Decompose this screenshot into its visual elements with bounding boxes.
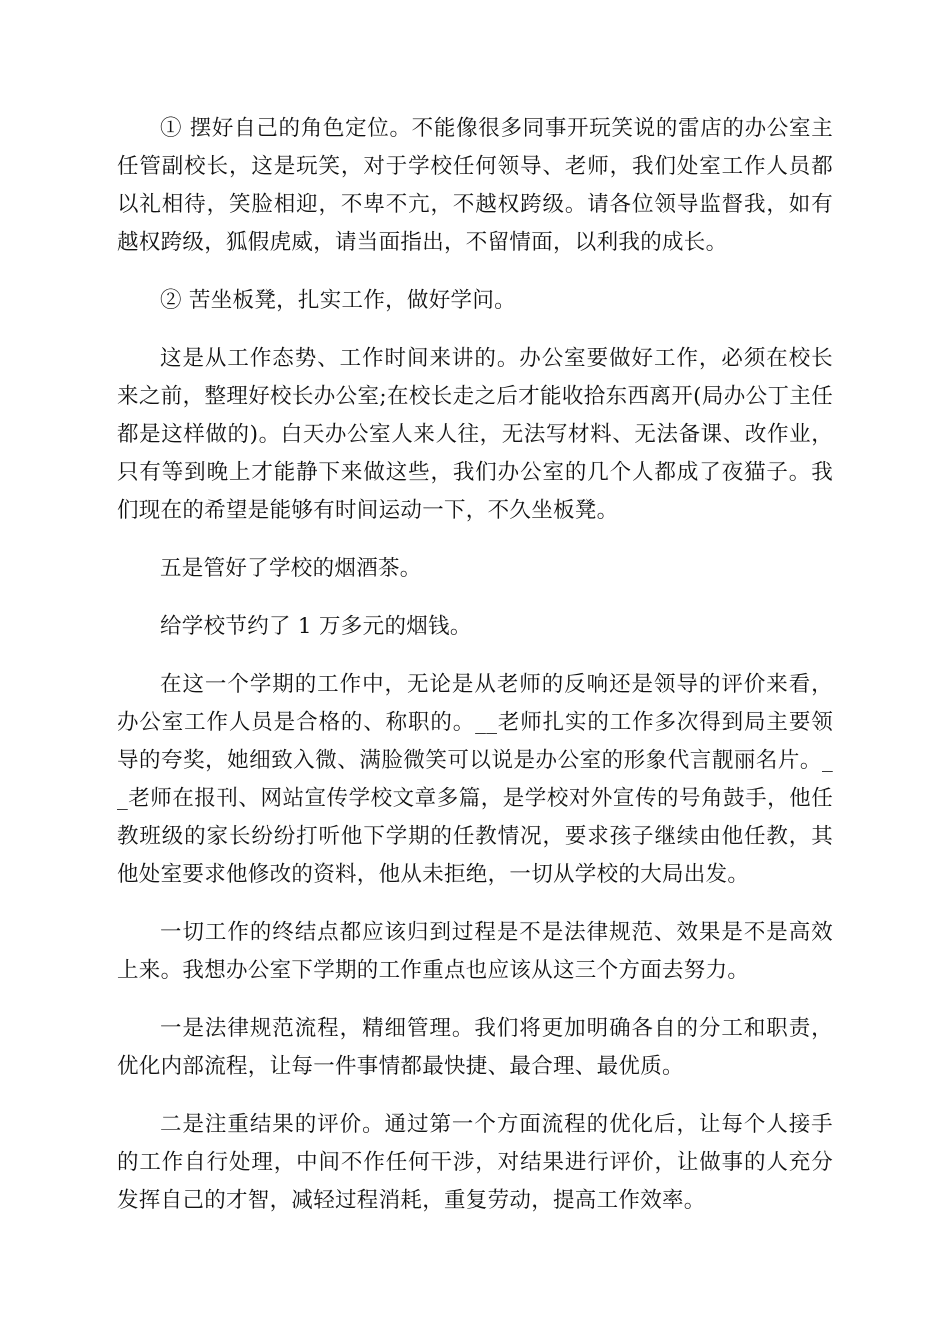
paragraph-result-evaluation: 二是注重结果的评价。通过第一个方面流程的优化后，让每个人接手的工作自行处理，中间不作任何干涉，对结果进行评价，让做事的人充分发挥自己的才智，减轻过程消耗，重复劳动，提高工作效率。 [117, 1112, 833, 1213]
paragraph-work-time: 这是从工作态势、工作时间来讲的。办公室要做好工作，必须在校长来之前，整理好校长办公室;在校长走之后才能收拾东西离开(局办公丁主任都是这样做的)。白天办公室人来人往，无法写材料、无法备课、改作业，只有等到晚上才能静下来做这些，我们办公室的几个人都成了夜猫子。我们现在的希望是能够有时间运动一下，不久坐板凳。 [117, 346, 833, 523]
paragraph-role-positioning: ① 摆好自己的角色定位。不能像很多同事开玩笑说的雷店的办公室主任管副校长，这是玩笑，对于学校任何领导、老师，我们处室工作人员都以礼相待，笑脸相迎，不卑不亢，不越权跨级。请各位领导监督我，如有越权跨级，狐假虎威，请当面指出，不留情面，以利我的成长。 [117, 116, 833, 255]
paragraph-tobacco-tea: 五是管好了学校的烟酒茶。 [160, 556, 422, 581]
paragraph-evaluation: 在这一个学期的工作中，无论是从老师的反响还是领导的评价来看，办公室工作人员是合格的、称职的。__老师扎实的工作多次得到局主要领导的夸奖，她细致入微、满脸微笑可以说是办公室的形象代言靓丽名片。__老师在报刊、网站宣传学校文章多篇，是学校对外宣传的号角鼓手，他任教班级的家长纷纷打听他下学期的任教情况，要求孩子继续由他任教，其他处室要求他修改的资料，他从未拒绝，一切从学校的大局出发。 [117, 672, 833, 887]
paragraph-work-focus: 一切工作的终结点都应该归到过程是不是法律规范、效果是不是高效上来。我想办公室下学期的工作重点也应该从这三个方面去努力。 [117, 920, 833, 983]
document-body [117, 110, 833, 1240]
paragraph-process-standard: 一是法律规范流程，精细管理。我们将更加明确各自的分工和职责，优化内部流程，让每一件事情都最快捷、最合理、最优质。 [117, 1016, 833, 1079]
paragraph-savings: 给学校节约了 1 万多元的烟钱。 [160, 614, 472, 639]
paragraph-hard-work: ② 苦坐板凳，扎实工作，做好学问。 [160, 288, 516, 313]
